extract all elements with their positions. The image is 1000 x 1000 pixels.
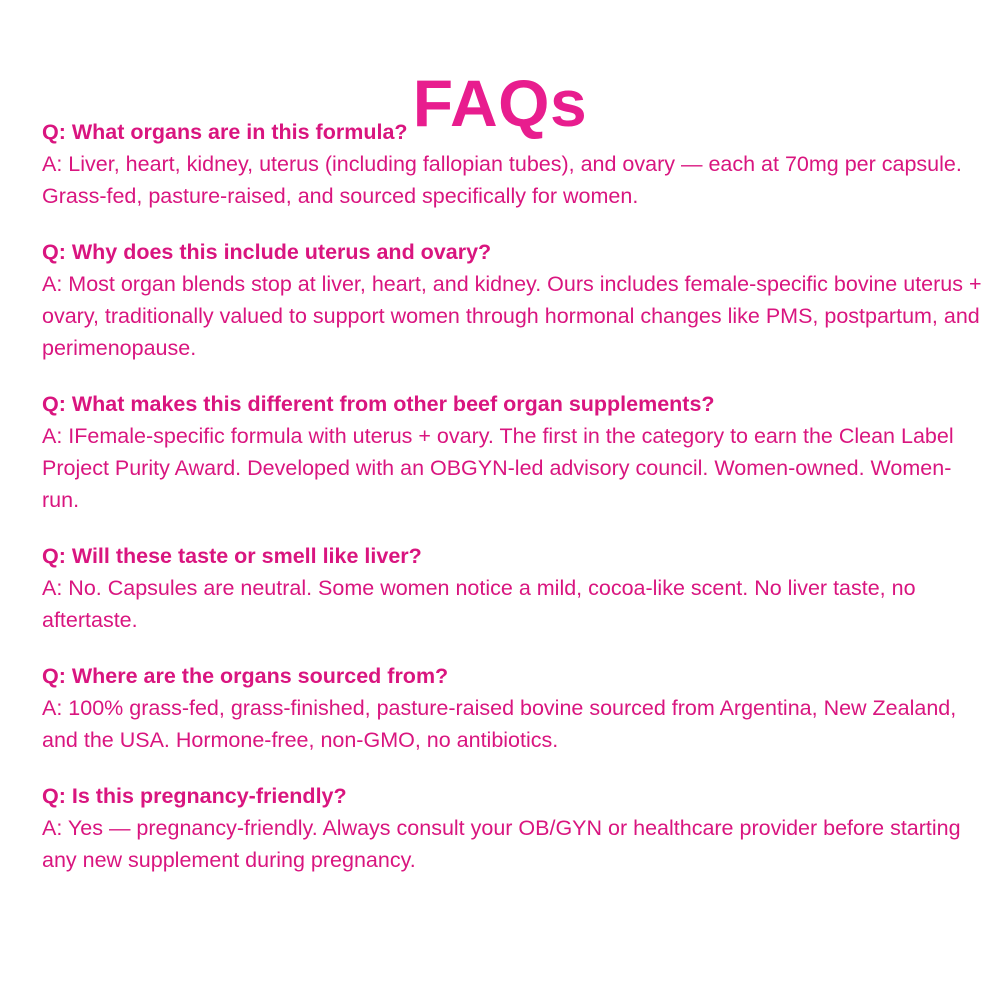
faq-list [42,116,982,900]
faq-answer: A: Yes — pregnancy-friendly. Always consult your OB/GYN or healthcare provider before starting any new supplement during pregnancy. [42,816,961,872]
faq-item-difference [42,388,982,516]
faq-answer: A: No. Capsules are neutral. Some women notice a mild, cocoa-like scent. No liver taste, no aftertaste. [42,576,916,632]
faq-question: Q: Is this pregnancy-friendly? [42,784,347,808]
faq-answer: A: 100% grass-fed, grass-finished, pasture-raised bovine sourced from Argentina, New Zealand, and the USA. Hormone-free, non-GMO, no antibiotics. [42,696,957,752]
faq-answer: A: Liver, heart, kidney, uterus (including fallopian tubes), and ovary — each at 70mg per capsule. Grass-fed, pasture-raised, and sourced specifically for women. [42,152,962,208]
faq-answer: A: IFemale-specific formula with uterus + ovary. The first in the category to earn the Clean Label Project Purity Award. Developed with an OBGYN-led advisory council. Women-owned. Women-run. [42,424,954,512]
faq-item-sourcing [42,660,982,756]
faq-question: Q: What makes this different from other beef organ supplements? [42,392,715,416]
faq-item-organs [42,116,982,212]
page-title: FAQs [412,66,588,141]
faq-answer: A: Most organ blends stop at liver, heart, and kidney. Ours includes female-specific bovine uterus + ovary, traditionally valued to support women through hormonal changes like PMS, postpartum, and perimenopause. [42,272,982,360]
faq-question: Q: Will these taste or smell like liver? [42,544,422,568]
faq-item-pregnancy [42,780,982,876]
faq-question: Q: Why does this include uterus and ovary? [42,240,492,264]
faq-item-taste [42,540,982,636]
faq-question: Q: What organs are in this formula? [42,120,408,144]
faq-item-uterus-ovary [42,236,982,364]
faq-question: Q: Where are the organs sourced from? [42,664,449,688]
